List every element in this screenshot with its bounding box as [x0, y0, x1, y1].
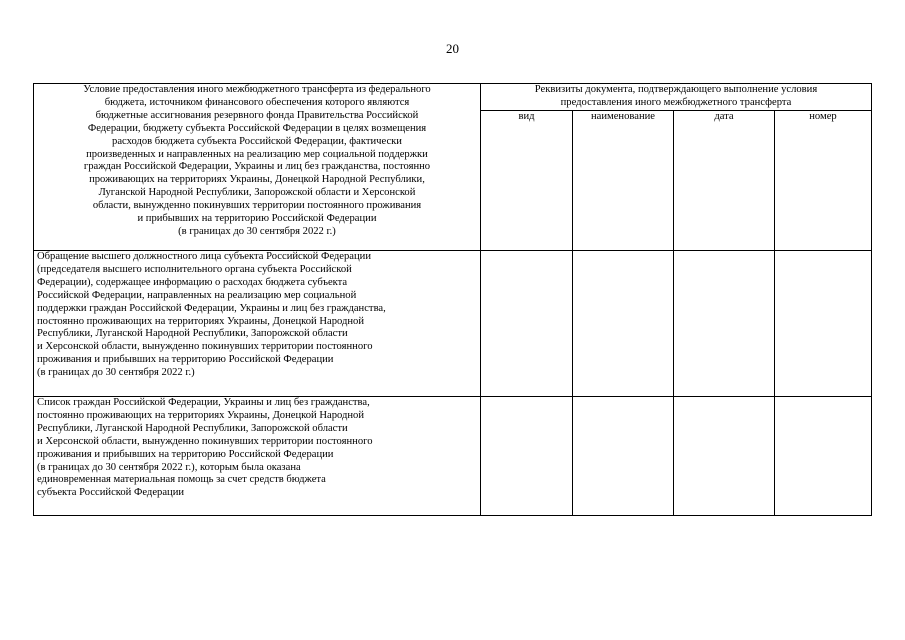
date-cell: [674, 397, 775, 516]
type-cell: [481, 397, 573, 516]
requisites-column-header: Реквизиты документа, подтверждающего выполнение условия предоставления иного межбюджетного трансферта: [481, 84, 872, 111]
table-header-row: [34, 84, 872, 111]
date-cell: [674, 251, 775, 397]
type-cell: [481, 251, 573, 397]
name-cell: [573, 251, 674, 397]
condition-cell: Обращение высшего должностного лица субъекта Российской Федерации (председателя высшего исполнительного органа субъекта Российской Федерации), содержащее информацию о расходах бюджета субъекта Российской Федерации, направленных на реализацию мер социальной поддержки граждан Российской Федерации, Украины и лиц без гражданства, постоянно проживающих на территориях Украины, Донецкой Народной Республики, Луганской Народной Республики, Запорожской области и Херсонской области, вынужденно покинувших территории постоянного проживания и прибывших на территорию Российской Федерации (в границах до 30 сентября 2022 г.): [34, 251, 481, 397]
condition-column-header: Условие предоставления иного межбюджетного трансферта из федерального бюджета, источником финансового обеспечения которого являются бюджетные ассигнования резервного фонда Правительства Российской Федерации, бюджету субъекта Российской Федерации в целях возмещения расходов бюджета субъекта Российской Федерации, фактически произведенных и направленных на реализацию мер социальной поддержки граждан Российской Федерации, Украины и лиц без гражданства, постоянно проживающих на территориях Украины, Донецкой Народной Республики, Луганской Народной Республики, Запорожской области и Херсонской области, вынужденно покинувших территории постоянного проживания и прибывших на территорию Российской Федерации (в границах до 30 сентября 2022 г.): [34, 84, 481, 251]
table-row: [34, 397, 872, 516]
requisites-table: [33, 83, 872, 516]
table-row: [34, 251, 872, 397]
name-cell: [573, 397, 674, 516]
page-number: 20: [446, 41, 459, 56]
column-header-date: дата: [674, 111, 775, 251]
number-cell: [775, 397, 872, 516]
column-header-type: вид: [481, 111, 573, 251]
column-header-number: номер: [775, 111, 872, 251]
condition-cell: Список граждан Российской Федерации, Украины и лиц без гражданства, постоянно проживающих на территориях Украины, Донецкой Народной Республики, Луганской Народной Республики, Запорожской области и Херсонской области, вынужденно покинувших территории постоянного проживания и прибывших на территорию Российской Федерации (в границах до 30 сентября 2022 г.), которым была оказана единовременная материальная помощь за счет средств бюджета субъекта Российской Федерации: [34, 397, 481, 516]
column-header-name: наименование: [573, 111, 674, 251]
number-cell: [775, 251, 872, 397]
